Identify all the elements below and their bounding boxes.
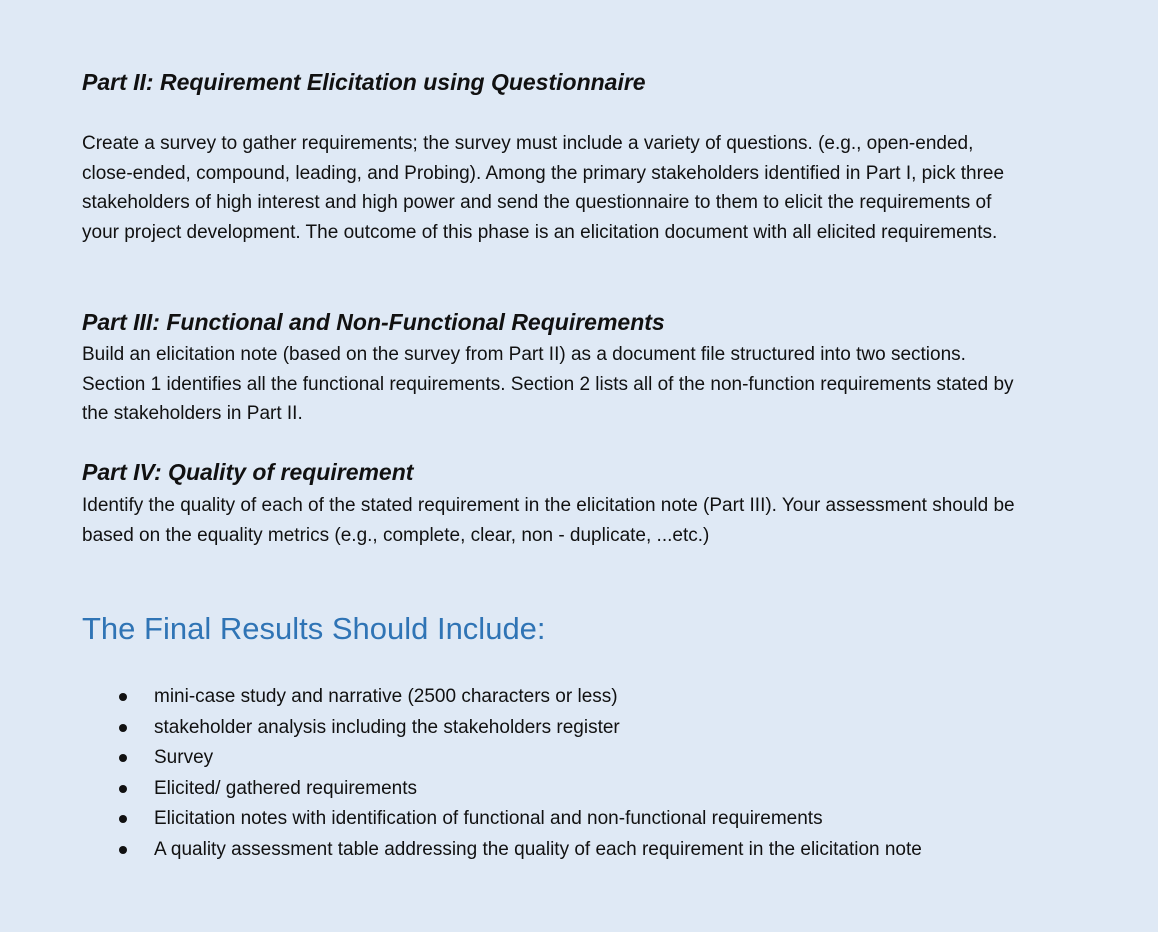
bullet-icon: [119, 693, 127, 701]
list-item-text: Survey: [154, 747, 214, 768]
part2-heading: Part II: Requirement Elicitation using Questionnaire: [82, 69, 646, 95]
list-item: [0, 713, 1014, 744]
part3-heading: Part III: Functional and Non-Functional Requirements: [82, 309, 665, 335]
part2-body: Create a survey to gather requirements; the survey must include a variety of questions. (e.g., open-ended, close-ended, compound, leading, and Probing). Among the primary stakeholders identified in Part I, pick three stakeholders of high interest and high power and send the questionnaire to them to elicit the requirements of your project development. The outcome of this phase is an elicitation document with all elicited requirements.: [82, 133, 1005, 243]
part4-heading: Part IV: Quality of requirement: [82, 459, 414, 485]
bullet-icon: [119, 815, 127, 823]
final-results-list: [0, 682, 1158, 865]
bullet-icon: [119, 754, 127, 762]
list-item: [0, 743, 1014, 774]
list-item-text: Elicited/ gathered requirements: [154, 777, 417, 799]
part4-body: Identify the quality of each of the stated requirement in the elicitation note (Part III). Your assessment should be based on the equality metrics (e.g., complete, clear, non - duplicate, ...etc.): [82, 495, 1015, 546]
list-item-text: stakeholder analysis including the stakeholders register: [154, 716, 620, 738]
bullet-icon: [119, 846, 127, 854]
part3-body: Build an elicitation note (based on the survey from Part II) as a document file structured into two sections. Section 1 identifies all the functional requirements. Section 2 lists all of the non-function requirements stated by the stakeholders in Part II.: [82, 344, 1014, 424]
final-results-heading: The Final Results Should Include:: [82, 611, 546, 646]
list-item-text: A quality assessment table addressing the quality of each requirement in the elicitation note: [154, 838, 922, 860]
bullet-icon: [119, 724, 127, 732]
bullet-icon: [119, 785, 127, 793]
list-item-text: Elicitation notes with identification of functional and non-functional requirements: [154, 808, 823, 829]
list-item: [0, 835, 1014, 866]
list-item: [0, 682, 1014, 713]
list-item-text: mini-case study and narrative (2500 characters or less): [154, 686, 618, 707]
list-item: [0, 774, 1014, 805]
list-item: [0, 804, 1014, 835]
